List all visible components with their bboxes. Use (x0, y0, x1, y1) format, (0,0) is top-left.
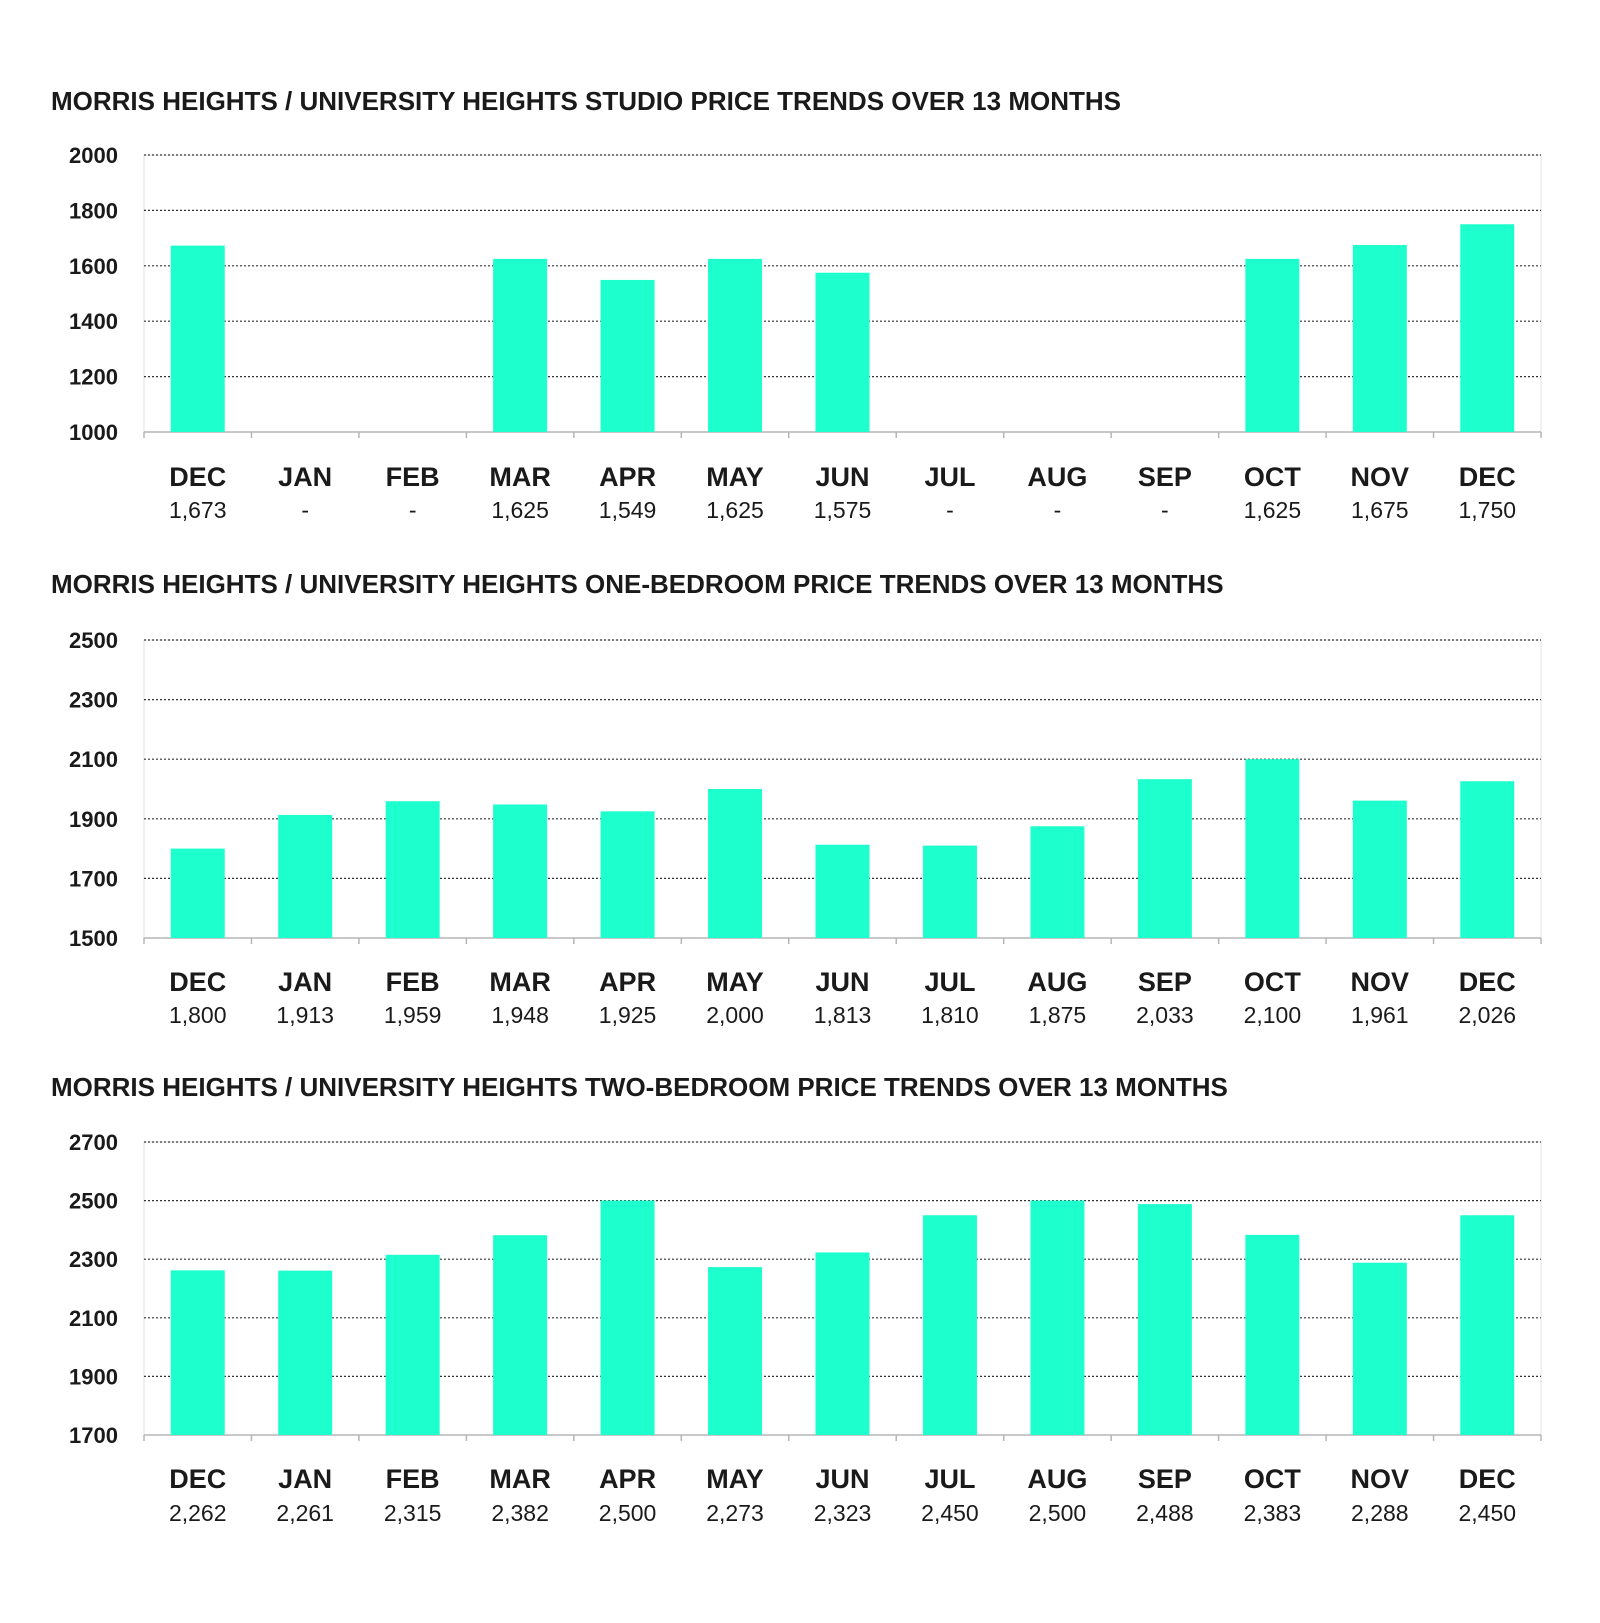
bar (171, 246, 225, 432)
y-tick-label: 1500 (69, 926, 118, 951)
chart-3 (51, 1072, 1541, 1526)
x-category-label: JAN (278, 1464, 333, 1494)
x-category-label: JAN (278, 967, 333, 997)
bar (171, 849, 225, 938)
data-value-label: 2,488 (1136, 1500, 1194, 1526)
x-category-label: SEP (1137, 967, 1192, 997)
x-category-label: MAR (489, 1464, 551, 1494)
x-category-label: APR (599, 462, 657, 492)
bar (493, 1235, 547, 1435)
bar (1460, 1215, 1514, 1435)
bar (816, 273, 870, 432)
bar (1353, 801, 1407, 938)
x-category-label: JUN (815, 462, 870, 492)
data-value-label: 2,273 (706, 1500, 764, 1526)
y-tick-label: 1800 (69, 198, 118, 224)
bar (708, 259, 762, 432)
data-value-label: 1,625 (1243, 497, 1302, 523)
x-category-label: DEC (1458, 1464, 1516, 1494)
data-value-label: 2,262 (168, 1500, 227, 1526)
data-value-label: 2,500 (1028, 1500, 1087, 1526)
x-category-label: OCT (1243, 462, 1301, 492)
bar (1245, 1235, 1299, 1435)
chart-title: MORRIS HEIGHTS / UNIVERSITY HEIGHTS TWO-BEDROOM PRICE TRENDS OVER 13 MONTHS (51, 1072, 1228, 1102)
data-value-label: - (1161, 497, 1169, 523)
bar (816, 1252, 870, 1435)
bar (923, 1215, 977, 1435)
x-category-label: JAN (278, 462, 333, 492)
bar (1460, 781, 1514, 938)
data-value-label: 2,026 (1458, 1002, 1517, 1028)
y-tick-label: 1600 (69, 253, 118, 279)
y-tick-label: 1900 (69, 1364, 118, 1390)
bar (1030, 826, 1084, 938)
data-value-label: - (301, 497, 310, 523)
x-category-label: APR (599, 1464, 657, 1494)
data-value-label: 2,323 (813, 1500, 872, 1526)
data-value-label: 2,383 (1243, 1500, 1302, 1526)
y-tick-label: 2000 (69, 143, 118, 168)
bar (386, 1255, 440, 1435)
chart-title: MORRIS HEIGHTS / UNIVERSITY HEIGHTS STUDIO PRICE TRENDS OVER 13 MONTHS (51, 86, 1121, 116)
x-category-label: OCT (1243, 1464, 1301, 1494)
data-value-label: 1,750 (1458, 497, 1517, 523)
y-tick-label: 2100 (69, 1305, 118, 1331)
bar (1030, 1201, 1084, 1435)
bar (171, 1270, 225, 1435)
x-category-label: JUL (924, 967, 976, 997)
data-value-label: 1,673 (168, 497, 227, 523)
data-value-label: 1,549 (598, 497, 657, 523)
data-value-label: 1,810 (921, 1002, 979, 1028)
data-value-label: 2,288 (1351, 1500, 1409, 1526)
bar (1353, 1263, 1407, 1435)
x-category-label: NOV (1350, 1464, 1410, 1494)
bar (1460, 224, 1514, 432)
data-value-label: 2,500 (598, 1500, 657, 1526)
x-category-label: NOV (1350, 462, 1410, 492)
x-category-label: DEC (169, 462, 227, 492)
data-value-label: 2,261 (276, 1500, 334, 1526)
bar (493, 804, 547, 938)
x-category-label: DEC (169, 1464, 227, 1494)
x-category-label: APR (599, 967, 657, 997)
y-tick-label: 1000 (69, 420, 118, 445)
bar (493, 259, 547, 432)
x-category-label: MAR (489, 967, 551, 997)
y-tick-label: 1700 (69, 1423, 118, 1448)
x-category-label: MAY (706, 967, 764, 997)
bar (601, 280, 655, 432)
x-category-label: DEC (1458, 462, 1516, 492)
bar (1245, 759, 1299, 938)
x-category-label: AUG (1027, 1464, 1088, 1494)
bar (1138, 1204, 1192, 1435)
bar (601, 1201, 655, 1435)
chart-1 (51, 86, 1541, 523)
data-value-label: 1,813 (813, 1002, 872, 1028)
x-category-label: JUN (815, 967, 870, 997)
data-value-label: 1,675 (1351, 497, 1409, 523)
bar (386, 801, 440, 938)
data-value-label: - (408, 497, 417, 523)
data-value-label: - (1053, 497, 1062, 523)
bar (816, 845, 870, 938)
bar (708, 789, 762, 938)
data-value-label: 2,450 (921, 1500, 979, 1526)
bar (1245, 259, 1299, 432)
y-tick-label: 1200 (69, 364, 118, 390)
bar (708, 1267, 762, 1435)
data-value-label: 1,959 (383, 1002, 442, 1028)
data-value-label: 2,000 (706, 1002, 764, 1028)
x-category-label: JUL (924, 1464, 976, 1494)
bar (278, 815, 332, 938)
y-tick-label: 2500 (69, 1188, 118, 1214)
data-value-label: 1,625 (491, 497, 549, 523)
x-category-label: FEB (385, 462, 440, 492)
x-category-label: JUN (815, 1464, 870, 1494)
data-value-label: 2,382 (491, 1500, 549, 1526)
data-value-label: 2,033 (1136, 1002, 1194, 1028)
bar (601, 811, 655, 938)
data-value-label: 2,450 (1458, 1500, 1517, 1526)
x-category-label: FEB (385, 1464, 440, 1494)
data-value-label: 1,961 (1351, 1002, 1409, 1028)
y-tick-label: 1900 (69, 806, 118, 832)
y-tick-label: 2300 (69, 687, 118, 713)
data-value-label: 2,315 (383, 1500, 442, 1526)
data-value-label: 1,913 (276, 1002, 334, 1028)
chart-2 (51, 569, 1541, 1028)
x-category-label: SEP (1137, 1464, 1192, 1494)
x-category-label: MAY (706, 1464, 764, 1494)
bar (1138, 779, 1192, 938)
y-tick-label: 2100 (69, 747, 118, 773)
x-category-label: DEC (1458, 967, 1516, 997)
data-value-label: - (946, 497, 954, 523)
y-tick-label: 1700 (69, 866, 118, 892)
data-value-label: 1,925 (598, 1002, 657, 1028)
data-value-label: 1,800 (168, 1002, 227, 1028)
x-category-label: MAY (706, 462, 764, 492)
data-value-label: 1,625 (706, 497, 764, 523)
x-category-label: AUG (1027, 462, 1088, 492)
bar (923, 846, 977, 938)
x-category-label: JUL (924, 462, 976, 492)
data-value-label: 2,100 (1243, 1002, 1302, 1028)
y-tick-label: 2300 (69, 1247, 118, 1273)
y-tick-label: 2700 (69, 1130, 118, 1155)
x-category-label: DEC (169, 967, 227, 997)
data-value-label: 1,948 (491, 1002, 549, 1028)
y-tick-label: 2500 (69, 628, 118, 653)
x-category-label: FEB (385, 967, 440, 997)
x-category-label: AUG (1027, 967, 1088, 997)
chart-title: MORRIS HEIGHTS / UNIVERSITY HEIGHTS ONE-BEDROOM PRICE TRENDS OVER 13 MONTHS (51, 569, 1224, 599)
x-category-label: NOV (1350, 967, 1410, 997)
x-category-label: SEP (1137, 462, 1192, 492)
bar (1353, 245, 1407, 432)
y-tick-label: 1400 (69, 309, 118, 335)
x-category-label: MAR (489, 462, 551, 492)
data-value-label: 1,875 (1028, 1002, 1087, 1028)
x-category-label: OCT (1243, 967, 1301, 997)
bar (278, 1271, 332, 1435)
data-value-label: 1,575 (813, 497, 872, 523)
